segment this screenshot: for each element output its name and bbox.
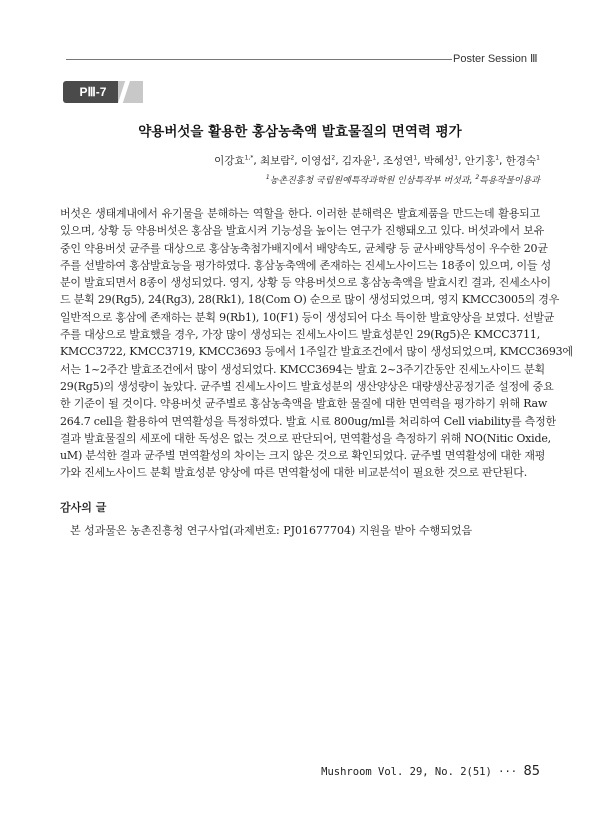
author-name: 한경숙 [505, 155, 537, 167]
author-name: 최보람 [260, 155, 291, 167]
author-affiliation-mark: 1 [536, 154, 540, 162]
author-name: 조성연 [382, 155, 414, 167]
abstract-line: 한 기준이 될 것이다. 약용버섯 균주별로 홍삼농축액을 발효한 물질에 대한 면역력을 평가하기 위해 Raw [60, 397, 548, 411]
session-label: Poster Session Ⅲ [453, 53, 538, 65]
author-name: 박혜성 [423, 155, 455, 167]
abstract-line: 중인 약용버섯 균주를 대상으로 홍삼농축첨가배지에서 배양속도, 균체량 등 균사배양특성이 우수한 20균 [60, 241, 548, 255]
abstract-line: 가와 진세노사이드 분획 발효성분 양상에 따른 면역활성에 대한 비교분석이 필요한 것으로 판단된다. [60, 466, 528, 480]
abstract-line: 분이 발효되면서 8종이 생성되었다. 영지, 상황 등 약용버섯으로 홍삼농축액을 발효시킨 결과, 진세소사이 [60, 276, 551, 290]
paper-title: 약용버섯을 활용한 홍삼농축액 발효물질의 면역력 평가 [138, 124, 462, 140]
affiliation-text: 농촌진흥청 국립원예특작과학원 인삼특작부 버섯과, [269, 176, 473, 186]
abstract-line: 서는 1~2주간 발효조건에서 많이 생성되었다. KMCC3694는 발효 2~3주기간동안 진세노사이드 분획 [60, 362, 545, 376]
abstract-line: 29(Rg5)의 생성량이 높았다. 균주별 진세노사이드 발효성분의 생산양상은 대량생산공정기준 설정에 중요 [60, 379, 554, 393]
author-affiliation-mark: 2 [290, 154, 295, 162]
acknowledgement-text: 본 성과물은 농촌진흥청 연구사업(과제번호: PJ01677704) 지원을 받아 수행되었음 [70, 524, 473, 537]
abstract-line: 264.7 cell을 활용하여 면역활성을 특정하였다. 발효 시료 800ug/ml를 처리하여 Cell viability를 측정한 [60, 414, 556, 428]
author-affiliation-mark: 2 [331, 154, 336, 162]
author-affiliation-mark: 1 [454, 154, 459, 162]
abstract-line: 드 분획 29(Rg5), 24(Rg3), 28(Rk1), 18(Com O) 순으로 많이 생성되었으며, 영지 KMCC3005의 경우 [60, 293, 560, 307]
author-affiliation-mark: 1 [495, 154, 500, 162]
abstract-line: 주를 선발하여 홍삼발효능을 평가하였다. 홍삼농축액에 존재하는 진세노사이드는 18종이 있으며, 이들 성 [60, 258, 552, 272]
author-name: 이강효 [214, 155, 245, 167]
abstract-line: 결과 발효물질의 세포에 대한 독성은 없는 것으로 판단되어, 면역활성을 측정하기 위해 NO(Nitic Oxide, [60, 431, 551, 445]
author-affiliation-mark: 1 [413, 154, 418, 162]
footer-separator: ··· [498, 766, 518, 778]
poster-id-badge: PⅢ-7 [63, 81, 123, 103]
affiliations [266, 173, 540, 186]
affiliation-mark: 1 [265, 174, 270, 181]
author-list: 이강효$^{1,*}$, 최보람$^2$, 이영섭$^2$, 김자윤$^1$, 조성연$^1$, 박혜성$^1$, 안기홍$^1$, 한경숙$^1$ [214, 154, 540, 167]
acknowledgement-heading: 감사의 글 [60, 501, 107, 514]
abstract-line: uM) 분석한 결과 균주별 면역활성의 차이는 크지 않은 것으로 확인되었다. 균주별 면역활성에 대한 재평 [60, 449, 546, 463]
author-name: 안기홍 [464, 155, 496, 167]
abstract-line: KMCC3722, KMCC3719, KMCC3693 등에서 1주일간 발효조건에서 많이 생성되었으며, KMCC3693에 [60, 345, 573, 359]
affiliation-text: 특용작물이용과 [479, 176, 540, 186]
abstract-line: 주를 대상으로 발효했을 경우, 가장 많이 생성되는 진세노사이드 발효성분인 29(Rg5)은 KMCC3711, [60, 328, 540, 342]
abstract-line: 있으며, 상황 등 약용버섯은 홍삼을 발효시켜 기능성을 높이는 연구가 진행돼오고 있다. 버섯과에서 보유 [60, 224, 545, 238]
abstract-line: 버섯은 생태계내에서 유기물을 분해하는 역할을 한다. 이러한 분해력은 발효제품을 만드는데 활용되고 [60, 207, 540, 220]
abstract-line: 일반적으로 홍삼에 존재하는 분획 9(Rb1), 10(F1) 등이 생성되어 다소 특이한 발효양상을 보였다. 선발균 [60, 310, 555, 324]
journal-citation: Mushroom Vol. 29, No. 2(51) [321, 766, 492, 778]
affiliation-mark: 2 [475, 174, 480, 181]
header-rule [66, 59, 452, 60]
page-number: 85 [523, 764, 540, 779]
page-footer [321, 764, 540, 779]
abstract-body [60, 205, 573, 482]
author-name: 김자윤 [341, 155, 373, 167]
author-affiliation-mark: 1 [372, 154, 377, 162]
author-name: 이영섭 [300, 155, 332, 167]
author-affiliation-mark: 1,* [244, 154, 254, 162]
